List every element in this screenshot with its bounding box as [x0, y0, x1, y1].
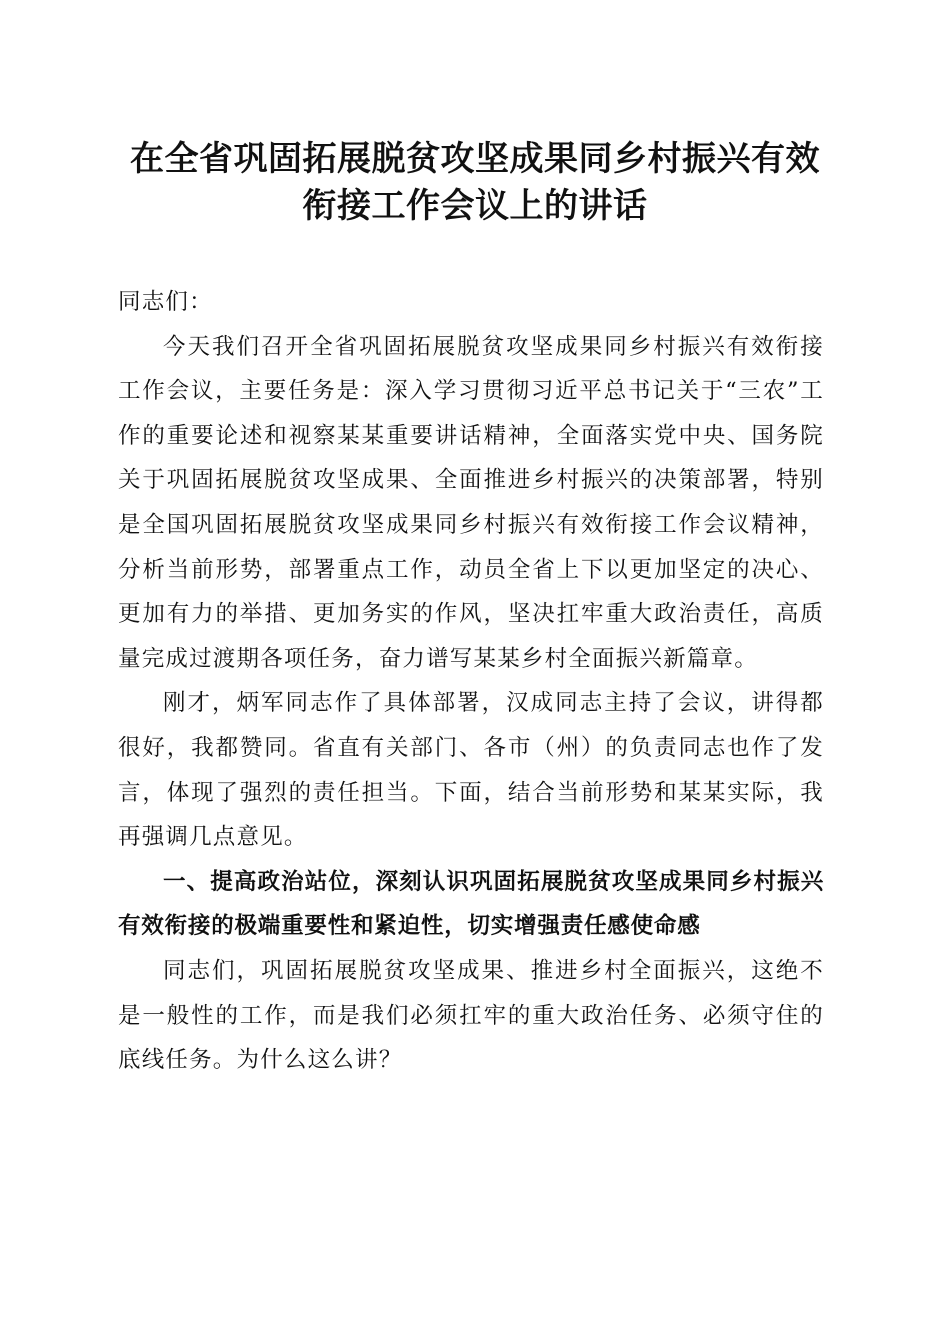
title-line-1: 在全省巩固拓展脱贫攻坚成果同乡村振兴有效	[130, 139, 820, 179]
paragraph-remarks: 刚才，炳军同志作了具体部署，汉成同志主持了会议，讲得都很好，我都赞同。省直有关部门、各市（州）的负责同志也作了发言，体现了强烈的责任担当。下面，结合当前形势和某某实际，我再强调几点意见。	[118, 690, 824, 851]
document-title	[110, 136, 840, 230]
section-heading-1: 一、提高政治站位，深刻认识巩固拓展脱贫攻坚成果同乡村振兴有效衔接的极端重要性和紧迫性，切实增强责任感使命感	[118, 868, 824, 940]
salutation: 同志们：	[118, 289, 213, 315]
title-line-2: 衔接工作会议上的讲话	[302, 186, 648, 226]
section-1-paragraph: 同志们，巩固拓展脱贫攻坚成果、推进乡村全面振兴，这绝不是一般性的工作，而是我们必须扛牢的重大政治任务、必须守住的底线任务。为什么这么讲？	[118, 957, 824, 1074]
paragraph-intro: 今天我们召开全省巩固拓展脱贫攻坚成果同乡村振兴有效衔接工作会议，主要任务是：深入学习贯彻习近平总书记关于“三农”工作的重要论述和视察某某重要讲话精神，全面落实党中央、国务院关于巩固拓展脱贫攻坚成果、全面推进乡村振兴的决策部署，特别是全国巩固拓展脱贫攻坚成果同乡村振兴有效衔接工作会议精神，分析当前形势，部署重点工作，动员全省上下以更加坚定的决心、更加有力的举措、更加务实的作风，坚决扛牢重大政治责任，高质量完成过渡期各项任务，奋力谱写某某乡村全面振兴新篇章。	[118, 333, 824, 672]
document-body	[118, 280, 824, 1083]
